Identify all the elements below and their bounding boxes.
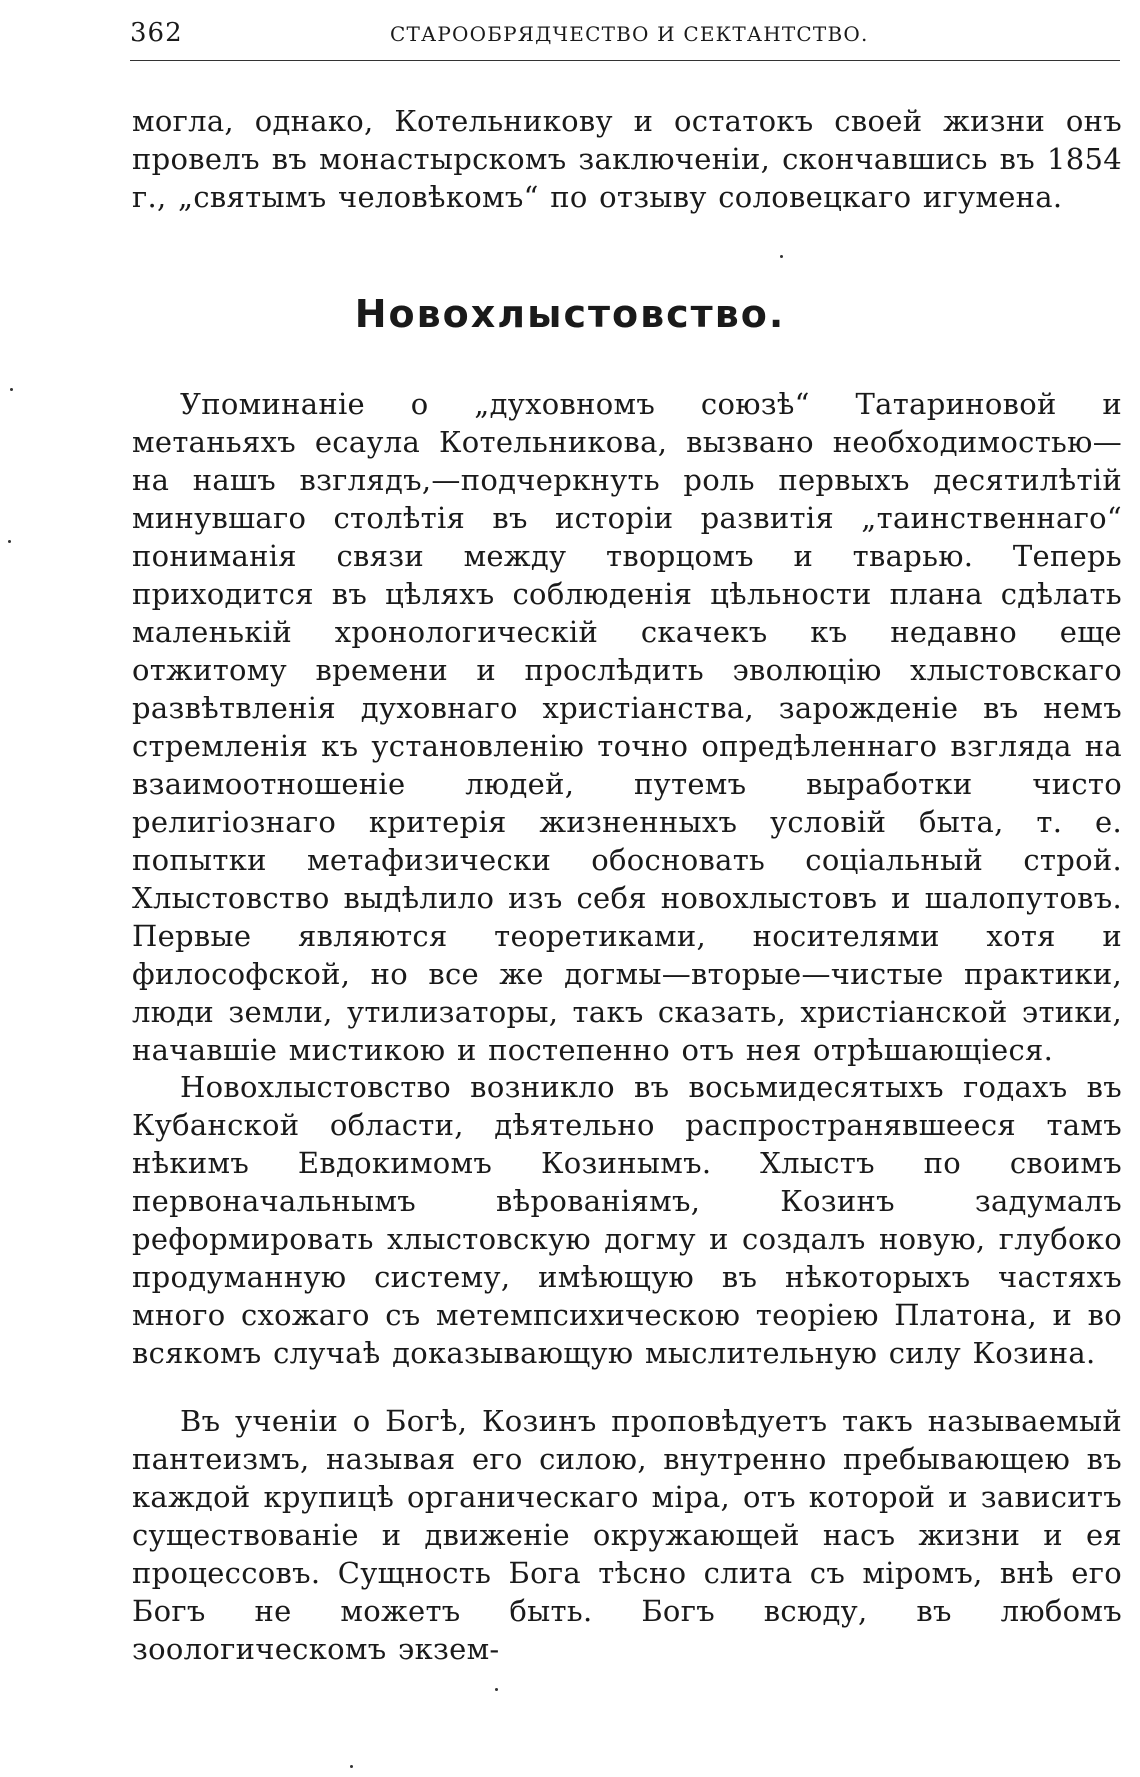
header-rule — [130, 60, 1120, 61]
print-speck — [495, 1688, 498, 1691]
body-paragraph: Новохлыстовство возникло въ восьмидесятыхъ годахъ въ Кубанской области, дѣятельно распространявшееся тамъ нѣкимъ Евдокимомъ Козинымъ. Хлыстъ по своимъ первоначальнымъ вѣрованіямъ, Козинъ задумалъ реформировать хлыстовскую догму и создалъ новую, глубоко продуманную систему, имѣющую въ нѣкоторыхъ частяхъ много схожаго съ метемпсихическою теоріею Платона, и во всякомъ случаѣ доказывающую мыслительную силу Козина. — [132, 1070, 1122, 1370]
print-speck — [8, 540, 11, 543]
section-title: Новохлыстовство. — [354, 292, 786, 336]
intro-paragraph: могла, однако, Котельникову и остатокъ своей жизни онъ провелъ въ монастырскомъ заключеніи, скончавшись въ 1854 г., „святымъ человѣкомъ“ по отзыву соловецкаго игумена. — [132, 104, 1122, 214]
body-paragraph: Въ ученіи о Богѣ, Козинъ проповѣдуетъ такъ называемый пантеизмъ, называя его силою, внутренно пребывающею въ каждой крупицѣ органическаго міра, отъ которой и зависитъ существованіе и движеніе окружающей насъ жизни и ея процессовъ. Сущность Бога тѣсно слита съ міромъ, внѣ его Богъ не можетъ быть. Богъ всюду, въ любомъ зоологическомъ экзем- — [132, 1404, 1122, 1666]
print-speck — [10, 388, 13, 391]
body-paragraph: Упоминаніе о „духовномъ союзѣ“ Татариновой и метаньяхъ есаула Котельникова, вызвано необходимостью—на нашъ взглядъ,—подчеркнуть роль первыхъ десятилѣтій минувшаго столѣтія въ исторіи развитія „таинственнаго“ пониманія связи между творцомъ и тварью. Теперь приходится въ цѣляхъ соблюденія цѣльности плана сдѣлать маленькій хронологическій скачекъ къ недавно еще отжитому времени и прослѣдить эволюцію хлыстовскаго развѣтвленія духовнаго христіанства, зарожденіе въ немъ стремленія къ установленію точно опредѣленнаго взгляда на взаимоотношеніе людей, путемъ выработки чисто религіознаго критерія жизненныхъ условій быта, т. е. попытки метафизически обосновать соціальный строй. Хлыстовство выдѣлило изъ себя новохлыстовъ и шалопутовъ. Первые являются теоретиками, носителями хотя и философской, но все же догмы—вторые—чистые практики, люди земли, утилизаторы, такъ сказать, христіанской этики, начавшіе мистикою и постепенно отъ нея отрѣшающіеся. — [132, 387, 1122, 1067]
running-head — [130, 18, 1120, 62]
running-title: СТАРООБРЯДЧЕСТВО И СЕКТАНТСТВО. — [390, 22, 869, 46]
print-speck — [350, 1765, 353, 1768]
print-speck — [780, 255, 783, 258]
page-number: 362 — [130, 18, 183, 48]
